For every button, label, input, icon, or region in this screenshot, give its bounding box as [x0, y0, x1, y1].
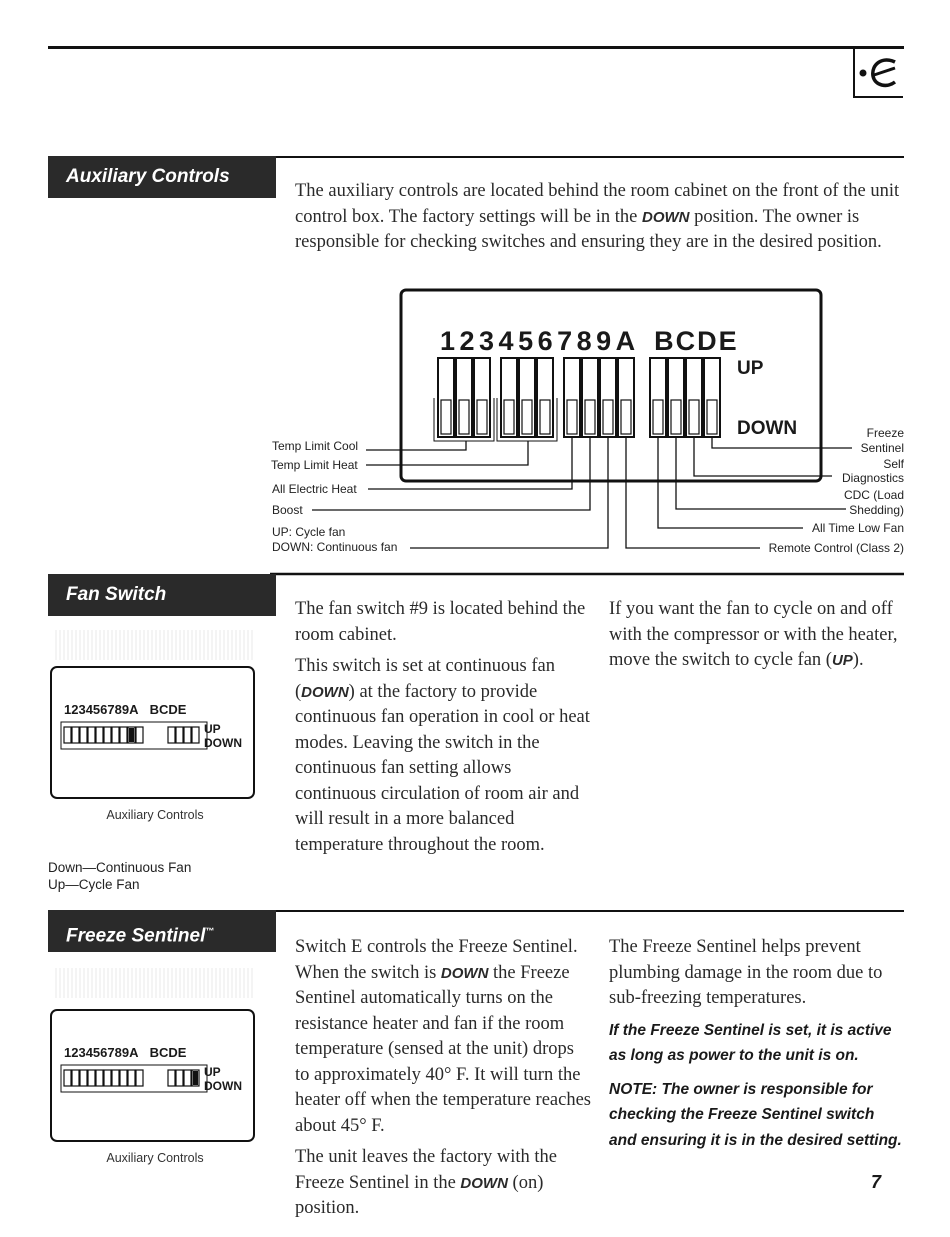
fan-legend-down: Down—Continuous Fan — [48, 860, 192, 875]
label-sentinel: Sentinel — [860, 441, 904, 455]
fan-caption: Auxiliary Controls — [106, 808, 204, 822]
aux-rule — [276, 156, 904, 158]
label-all-electric-heat: All Electric Heat — [272, 482, 357, 496]
aux-down-label: DOWN — [737, 418, 798, 439]
freeze-col2: The Freeze Sentinel helps prevent plumbing damage in the room due to sub-freezing temperatures. If the Freeze Sentinel is set, it is active as long as power to the unit is on. NOTE: The owner is responsible for checking the Freeze Sentinel switch and ensuring it is in the desired setting. — [609, 937, 902, 1149]
aux-intro: The auxiliary controls are located behind the room cabinet on the front of the unit control box. The factory settings will be in the DOWN position. The owner is responsible for checking switches and ensuring they are in the desired position. — [295, 181, 900, 252]
freeze-rule — [276, 910, 904, 912]
fan-col1: The fan switch #9 is located behind the room cabinet. This switch is set at continuous fan (DOWN) at the factory to provide continuous fan operation in cool or heat modes. Leaving the switch in the continuous fan setting allows continuous circulation of room air and will result in a more balanced temperature throughout the room. — [295, 599, 590, 855]
aux-heading: Auxiliary Controls — [48, 156, 276, 198]
label-self: Self — [883, 457, 904, 471]
label-down-continuous-fan: DOWN: Continuous fan — [272, 540, 398, 554]
label-cdc-load: CDC (Load — [843, 488, 904, 502]
freeze-mini-diagram: 123456789A BCDE UP DOWN — [50, 1009, 255, 1142]
section-tab-icon — [853, 48, 903, 98]
fan-scan-speckle — [55, 630, 255, 660]
freeze-caption: Auxiliary Controls — [106, 1151, 204, 1165]
label-freeze: Freeze — [866, 426, 904, 440]
fan-col2: If you want the fan to cycle on and off with the compressor or with the heater, move the switch to cycle fan (UP). — [609, 599, 898, 670]
label-all-time-low-fan: All Time Low Fan — [811, 521, 904, 535]
fan-mini-switches — [60, 721, 210, 751]
freeze-mini-switches — [60, 1064, 210, 1094]
label-boost: Boost — [272, 503, 303, 517]
label-up-cycle-fan: UP: Cycle fan — [272, 525, 346, 539]
top-rule — [48, 46, 904, 49]
freeze-col1: Switch E controls the Freeze Sentinel. When the switch is DOWN the Freeze Sentinel automatically turns on the resistance heater and fan if the room temperature (sensed at the unit) drops to approximately 40° F. It will turn the heater off when the temperature reaches about 45° F. The unit leaves the factory with the Freeze Sentinel in the DOWN (on) position. — [295, 937, 592, 1218]
freeze-heading: Freeze Sentinel™ — [48, 910, 276, 952]
label-temp-limit-heat: Temp Limit Heat — [271, 458, 358, 472]
label-remote-control: Remote Control (Class 2) — [768, 541, 904, 555]
page-number: 7 — [871, 1172, 882, 1192]
fan-mini-diagram: 123456789A BCDE UP DOWN — [50, 666, 255, 799]
label-temp-limit-cool: Temp Limit Cool — [272, 439, 359, 453]
freeze-scan-speckle — [55, 968, 255, 998]
fan-legend-up: Up—Cycle Fan — [48, 877, 140, 892]
aux-up-label: UP — [737, 358, 764, 379]
aux-switch-numbers: 123456789A BCDE — [440, 326, 739, 356]
label-shedding: Shedding) — [849, 503, 904, 517]
label-diagnostics: Diagnostics — [841, 471, 904, 485]
fan-heading: Fan Switch — [48, 574, 276, 616]
